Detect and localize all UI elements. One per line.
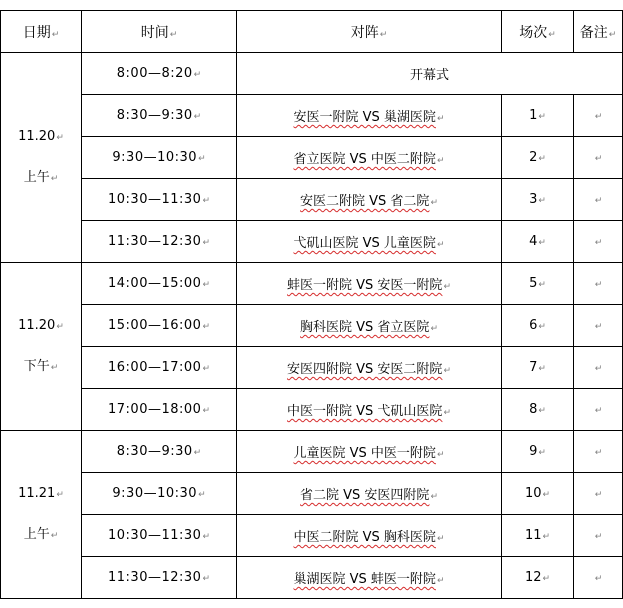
paragraph-mark-icon: ↵ [193,70,202,80]
note-cell [574,389,623,431]
paragraph-mark-icon: ↵ [594,574,603,584]
paragraph-mark-icon: ↵ [202,532,210,542]
header-row [1,11,623,53]
game-no-cell [502,137,574,179]
time-value: 17:00—18:00 [108,402,202,417]
game-no-value: 8 [529,402,538,417]
time-value: 11:30—12:30 [108,234,202,249]
paragraph-mark-icon: ↵ [436,114,445,124]
time-value: 9:30—10:30 [112,150,198,165]
session-value: 上午 [23,526,50,542]
paragraph-mark-icon: ↵ [594,532,603,542]
paragraph-mark-icon: ↵ [56,489,64,500]
time-cell [82,431,237,473]
paragraph-mark-icon: ↵ [198,154,206,164]
session-value: 上午 [23,169,50,185]
time-cell [82,473,237,515]
match-value: 巢湖医院 VS 蚌医一附院 [293,572,436,587]
match-value: 中医二附院 VS 胸科医院 [293,530,436,545]
match-cell [237,515,502,557]
paragraph-mark-icon: ↵ [56,132,64,143]
paragraph-mark-icon: ↵ [430,324,438,334]
game-no-cell [502,179,574,221]
match-value: 安医四附院 VS 安医二附院 [287,362,443,377]
ceremony-cell [237,53,623,95]
header-note: 备注 [579,24,608,41]
paragraph-mark-icon: ↵ [436,534,445,544]
paragraph-mark-icon: ↵ [193,448,202,458]
paragraph-mark-icon: ↵ [538,196,546,206]
game-no-cell [502,263,574,305]
paragraph-mark-icon: ↵ [594,490,603,500]
game-no-value: 1 [529,108,538,123]
paragraph-mark-icon: ↵ [198,490,206,500]
table-row [1,221,623,263]
match-value: 胸科医院 VS 省立医院 [300,320,430,335]
match-value: 蚌医一附院 VS 安医一附院 [287,278,443,293]
header-date: 日期 [22,24,51,41]
match-cell [237,389,502,431]
game-no-cell [502,221,574,263]
date-value: 11.21 [18,485,56,501]
time-value: 14:00—15:00 [108,276,202,291]
paragraph-mark-icon: ↵ [548,29,556,40]
game-no-cell [502,389,574,431]
match-cell [237,431,502,473]
table-row [1,53,623,95]
header-match-cell [237,11,502,53]
header-note-cell [574,11,623,53]
paragraph-mark-icon: ↵ [50,530,59,541]
date-line [1,117,81,158]
paragraph-mark-icon: ↵ [538,322,546,332]
game-no-value: 12 [524,570,542,585]
paragraph-mark-icon: ↵ [594,238,603,248]
table-row [1,431,623,473]
paragraph-mark-icon: ↵ [202,322,210,332]
time-cell [82,557,237,599]
time-cell [82,95,237,137]
note-cell [574,221,623,263]
paragraph-mark-icon: ↵ [202,574,210,584]
table-row [1,389,623,431]
game-no-cell [502,305,574,347]
time-value: 10:30—11:30 [108,528,202,543]
paragraph-mark-icon: ↵ [538,112,546,122]
game-no-value: 2 [529,150,538,165]
game-no-value: 5 [529,276,538,291]
paragraph-mark-icon: ↵ [51,29,60,40]
table-row [1,95,623,137]
header-date-cell [1,11,82,53]
match-cell [237,263,502,305]
paragraph-mark-icon: ↵ [436,156,445,166]
paragraph-mark-icon: ↵ [436,576,445,586]
schedule-body [1,11,623,599]
paragraph-mark-icon: ↵ [594,448,603,458]
match-cell [237,473,502,515]
time-value: 8:30—9:30 [116,444,193,459]
note-cell [574,95,623,137]
paragraph-mark-icon: ↵ [594,364,603,374]
paragraph-mark-icon: ↵ [538,280,546,290]
game-no-value: 11 [524,528,542,543]
match-cell [237,557,502,599]
paragraph-mark-icon: ↵ [202,280,210,290]
time-cell [82,179,237,221]
table-row [1,557,623,599]
paragraph-mark-icon: ↵ [538,406,546,416]
match-cell [237,137,502,179]
game-no-cell [502,431,574,473]
note-cell [574,557,623,599]
paragraph-mark-icon: ↵ [594,322,603,332]
paragraph-mark-icon: ↵ [50,362,59,373]
paragraph-mark-icon: ↵ [193,112,202,122]
schedule-table [0,10,623,599]
header-game-no: 场次 [519,24,548,41]
match-value: 安医二附院 VS 省二院 [300,194,430,209]
paragraph-mark-icon: ↵ [430,492,438,502]
paragraph-mark-icon: ↵ [202,364,210,374]
table-row [1,347,623,389]
paragraph-mark-icon: ↵ [542,574,551,584]
table-row [1,179,623,221]
game-no-value: 7 [529,360,538,375]
paragraph-mark-icon: ↵ [542,490,551,500]
paragraph-mark-icon: ↵ [538,238,546,248]
paragraph-mark-icon: ↵ [379,29,388,40]
session-line [1,158,81,199]
paragraph-mark-icon: ↵ [538,154,546,164]
time-value: 8:00—8:20 [116,66,193,81]
header-game-no-cell [502,11,574,53]
game-no-cell [502,473,574,515]
session-line [1,347,81,388]
date-value: 11.20 [18,317,56,333]
date-cell [1,431,82,599]
paragraph-mark-icon: ↵ [594,154,603,164]
match-value: 弋矶山医院 VS 儿童医院 [293,236,436,251]
paragraph-mark-icon: ↵ [443,366,451,376]
match-value: 中医一附院 VS 弋矶山医院 [287,404,443,419]
paragraph-mark-icon: ↵ [443,282,451,292]
paragraph-mark-icon: ↵ [443,408,451,418]
time-value: 8:30—9:30 [116,108,193,123]
match-cell [237,347,502,389]
session-line [1,515,81,556]
match-cell [237,305,502,347]
paragraph-mark-icon: ↵ [169,29,178,40]
note-cell [574,137,623,179]
game-no-value: 10 [524,486,542,501]
date-cell [1,53,82,263]
paragraph-mark-icon: ↵ [430,198,438,208]
time-cell [82,53,237,95]
table-row [1,305,623,347]
header-time-cell [82,11,237,53]
paragraph-mark-icon: ↵ [542,532,551,542]
paragraph-mark-icon: ↵ [56,321,64,332]
time-cell [82,305,237,347]
note-cell [574,263,623,305]
note-cell [574,305,623,347]
note-cell [574,179,623,221]
paragraph-mark-icon: ↵ [594,280,603,290]
paragraph-mark-icon: ↵ [202,238,210,248]
date-line [1,474,81,515]
note-cell [574,473,623,515]
paragraph-mark-icon: ↵ [436,450,445,460]
match-value: 省二院 VS 安医四附院 [300,488,430,503]
ceremony-label: 开幕式 [409,68,449,83]
time-cell [82,389,237,431]
match-cell [237,95,502,137]
table-row [1,473,623,515]
time-cell [82,263,237,305]
game-no-value: 4 [529,234,538,249]
date-cell [1,263,82,431]
paragraph-mark-icon: ↵ [538,448,546,458]
note-cell [574,431,623,473]
paragraph-mark-icon: ↵ [594,406,603,416]
time-value: 11:30—12:30 [108,570,202,585]
time-value: 9:30—10:30 [112,486,198,501]
paragraph-mark-icon: ↵ [608,29,617,40]
game-no-cell [502,95,574,137]
paragraph-mark-icon: ↵ [594,112,603,122]
time-value: 15:00—16:00 [108,318,202,333]
session-value: 下午 [23,358,50,374]
table-row [1,137,623,179]
paragraph-mark-icon: ↵ [436,240,445,250]
game-no-cell [502,515,574,557]
match-value: 安医一附院 VS 巢湖医院 [293,110,436,125]
time-cell [82,137,237,179]
time-cell [82,221,237,263]
game-no-cell [502,347,574,389]
match-cell [237,179,502,221]
match-value: 省立医院 VS 中医二附院 [293,152,436,167]
note-cell [574,347,623,389]
time-cell [82,347,237,389]
paragraph-mark-icon: ↵ [202,406,210,416]
match-value: 儿童医院 VS 中医一附院 [293,446,436,461]
game-no-value: 3 [529,192,538,207]
game-no-value: 6 [529,318,538,333]
header-time: 时间 [140,24,169,41]
table-row [1,515,623,557]
match-cell [237,221,502,263]
time-cell [82,515,237,557]
date-line [1,306,81,347]
paragraph-mark-icon: ↵ [538,364,546,374]
paragraph-mark-icon: ↵ [50,173,59,184]
paragraph-mark-icon: ↵ [202,196,210,206]
paragraph-mark-icon: ↵ [594,196,603,206]
table-row [1,263,623,305]
date-value: 11.20 [18,128,56,144]
time-value: 10:30—11:30 [108,192,202,207]
note-cell [574,515,623,557]
game-no-cell [502,557,574,599]
game-no-value: 9 [529,444,538,459]
header-match: 对阵 [350,24,379,41]
time-value: 16:00—17:00 [108,360,202,375]
